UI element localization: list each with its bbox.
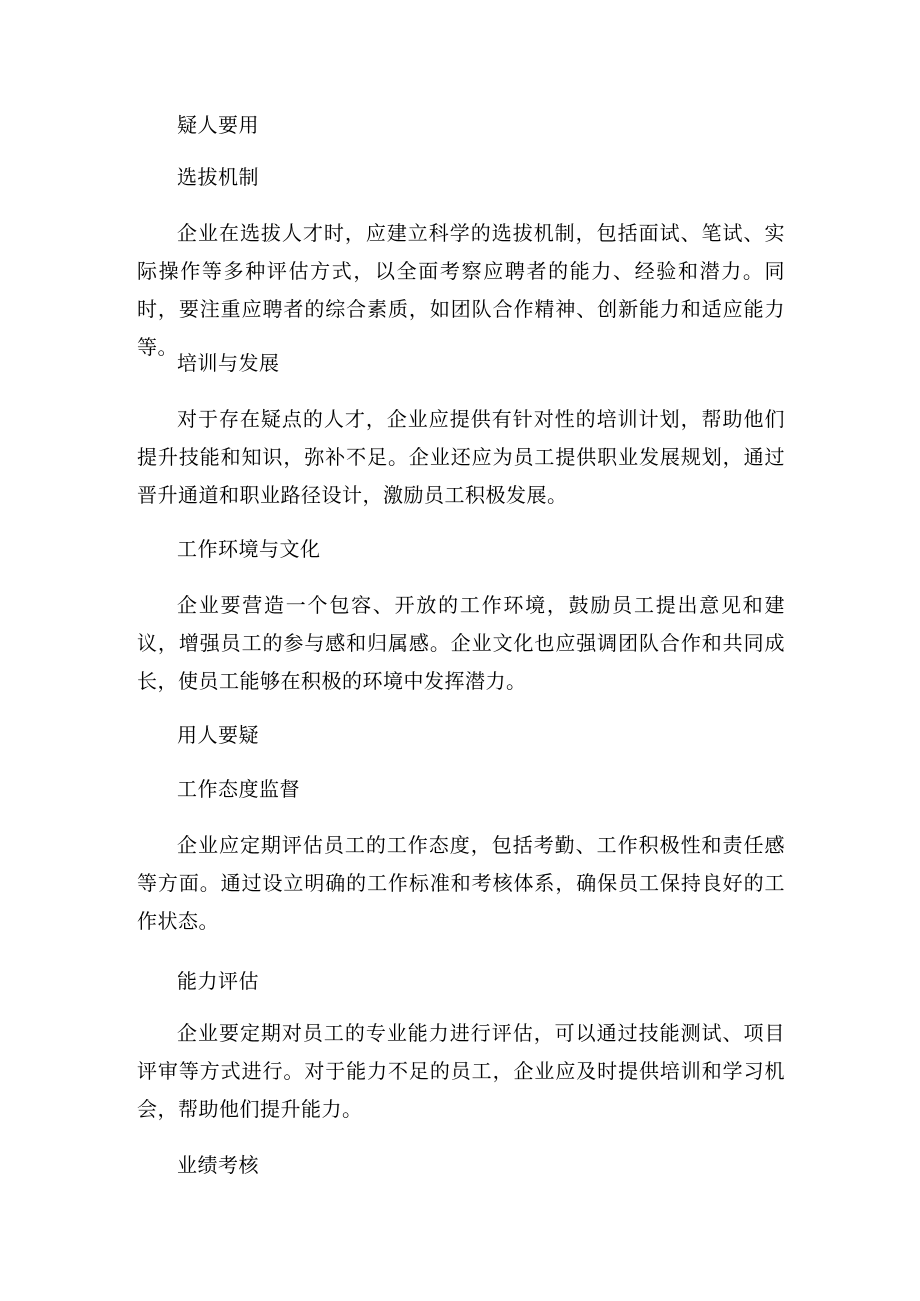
section-heading-performance-review: 业绩考核: [177, 1153, 259, 1177]
paragraph-ability-assessment: 企业要定期对员工的专业能力进行评估，可以通过技能测试、项目评审等方式进行。对于能力不足的员工，企业应及时提供培训和学习机会，帮助他们提升能力。: [137, 1021, 785, 1121]
section-heading-ability-assessment: 能力评估: [177, 969, 259, 993]
section-heading-work-environment: 工作环境与文化: [177, 537, 321, 561]
paragraph-training: 对于存在疑点的人才，企业应提供有针对性的培训计划，帮助他们提升技能和知识，弥补不足。企业还应为员工提供职业发展规划，通过晋升通道和职业路径设计，激励员工积极发展。: [137, 407, 785, 507]
paragraph-work-environment: 企业要营造一个包容、开放的工作环境，鼓励员工提出意见和建议，增强员工的参与感和归属感。企业文化也应强调团队合作和共同成长，使员工能够在积极的环境中发挥潜力。: [137, 593, 785, 693]
section-heading-doubting-employed: 用人要疑: [177, 723, 259, 747]
section-heading-selection-mechanism: 选拔机制: [177, 165, 259, 189]
section-heading-selecting-doubtful: 疑人要用: [177, 113, 259, 137]
section-heading-attitude-supervision: 工作态度监督: [177, 777, 300, 801]
section-heading-training: 培训与发展: [177, 351, 280, 375]
paragraph-selection-mechanism: 企业在选拔人才时，应建立科学的选拔机制，包括面试、笔试、实际操作等多种评估方式，以全面考察应聘者的能力、经验和潜力。同时，要注重应聘者的综合素质，如团队合作精神、创新能力和适应能力等。: [137, 221, 785, 359]
paragraph-attitude-supervision: 企业应定期评估员工的工作态度，包括考勤、工作积极性和责任感等方面。通过设立明确的工作标准和考核体系，确保员工保持良好的工作状态。: [137, 833, 785, 933]
